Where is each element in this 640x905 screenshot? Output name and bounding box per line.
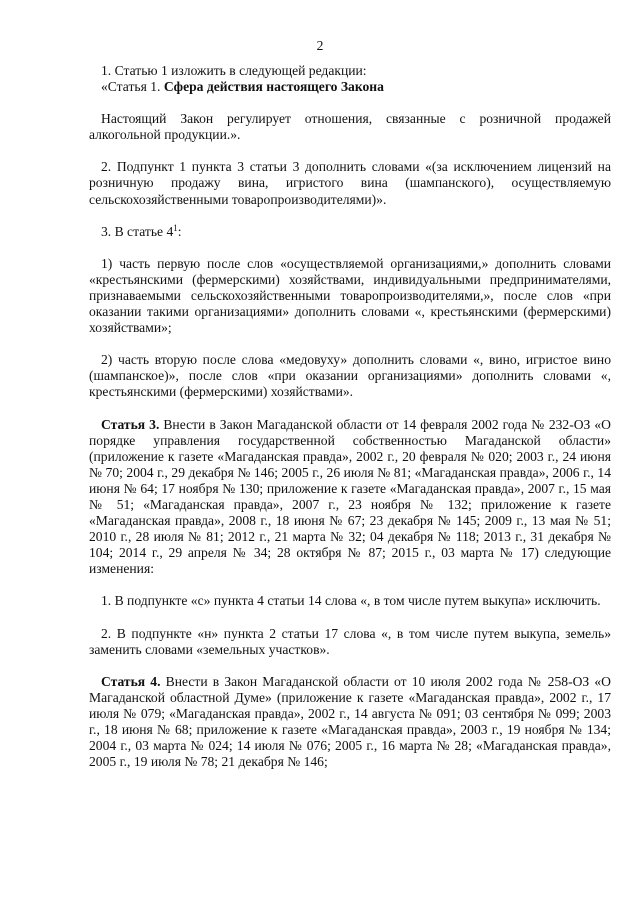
paragraph-8: [89, 417, 611, 578]
paragraph-7: 2) часть вторую после слова «медовуху» дополнить словами «, вино, игристое вино (шампанское)», после слов «при оказании организациями» дополнить словами «, крестьянскими (фермерскими) хозяйствами».: [89, 352, 611, 400]
paragraph-5-suffix: :: [177, 223, 182, 239]
paragraph-9: 1. В подпункте «с» пункта 4 статьи 14 слова «, в том числе путем выкупа» исключить.: [101, 593, 601, 609]
paragraph-5-superscript: 1: [173, 222, 178, 233]
article-4-text: Внести в Закон Магаданской области от 10 июля 2002 года № 258-ОЗ «О Магаданской областной Думе» (приложение к газете «Магаданская правда», 2002 г., 17 июля № 079; «Магаданская правда», 2002 г., 14 августа № 091; 03 сентября № 099; 2003 г., 18 июня № 68; приложение к газете «Магаданская правда», 2003 г., 19 ноября № 134; 2004 г., 03 марта № 024; 14 июля № 076; 2005 г., 16 марта № 28; «Магаданская правда», 2005 г., 19 июля № 78; 21 декабря № 146;: [89, 673, 611, 770]
page-number: 2: [316, 38, 324, 53]
article-1-title: Сфера действия настоящего Закона: [163, 79, 384, 95]
paragraph-5: [89, 224, 611, 240]
article-1-prefix: «Статья 1.: [101, 79, 164, 95]
paragraph-2: [89, 79, 611, 95]
document-body: [89, 63, 611, 770]
paragraph-3: Настоящий Закон регулирует отношения, связанные с розничной продажей алкогольной продукции.».: [89, 111, 611, 143]
paragraph-4: 2. Подпункт 1 пункта 3 статьи 3 дополнить словами «(за исключением лицензий на розничную продажу вина, игристого вина (шампанского), осуществляемую сельскохозяйственными товаропроизводителями)».: [89, 159, 611, 207]
paragraph-1: 1. Статью 1 изложить в следующей редакции:: [101, 63, 367, 78]
article-3-label: Статья 3.: [101, 416, 160, 432]
paragraph-6: 1) часть первую после слов «осуществляемой организациями,» дополнить словами «крестьянскими (фермерскими) хозяйствами, индивидуальными предпринимателями, признаваемыми сельскохозяйственными товаропроизводителями,», после слов «при оказании такими организациями» дополнить словами «, крестьянскими (фермерскими) хозяйствами»;: [89, 255, 611, 336]
paragraph-5-prefix: 3. В статье 4: [101, 223, 174, 239]
paragraph-10: 2. В подпункте «н» пункта 2 статьи 17 слова «, в том числе путем выкупа, земель» заменить словами «земельных участков».: [89, 625, 611, 657]
paragraph-11: [89, 674, 611, 771]
article-3-text: Внести в Закон Магаданской области от 14 февраля 2002 года № 232-ОЗ «О порядке управления государственной собственностью Магаданской области» (приложение к газете «Магаданская правда», 2002 г., 20 февраля № 020; 2003 г., 24 июня № 70; 2004 г., 29 декабря № 146; 2005 г., 26 июля № 81; «Магаданская правда», 2006 г., 14 июня № 64; 17 ноября № 130; приложение к газете «Магаданская правда», 2007 г., 15 мая № 51; «Магаданская правда», 2007 г., 23 ноября № 132; приложение к газете «Магаданская правда», 2008 г., 18 июня № 67; 23 декабря № 145; 2009 г., 13 мая № 51; 2010 г., 28 июля № 81; 2012 г., 21 марта № 32; 04 декабря № 118; 2013 г., 31 декабря № 104; 2014 г., 29 апреля № 34; 28 октября № 87; 2015 г., 03 марта № 17) следующие изменения:: [89, 416, 611, 577]
article-4-label: Статья 4.: [101, 673, 161, 689]
